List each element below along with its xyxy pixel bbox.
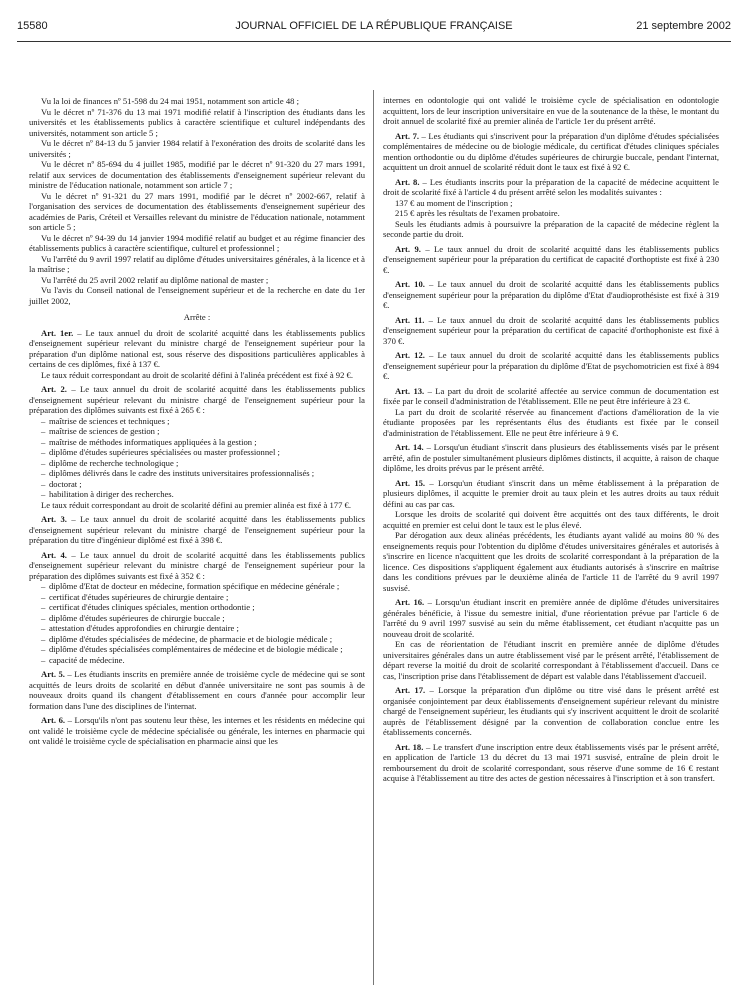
article-label: Art. 2. [41, 384, 67, 394]
article-text: – Lorsqu'un étudiant s'inscrit dans plusieurs des établissements visés par le présent arrêté, afin de postuler simultanément plusieurs diplômes distincts, il acquitte, à raison de chaque diplôme, les droits prévus par le présent arrêté. [383, 442, 719, 473]
article-label: Art. 7. [395, 130, 420, 141]
list-item: – diplômes délivrés dans le cadre des instituts universitaires professionnalisés ; [41, 468, 365, 479]
article-1 [29, 328, 365, 370]
list-item: – diplôme de recherche technologique ; [41, 458, 365, 469]
list-item: – diplôme d'Etat de docteur en médecine, formation spécifique en médecine générale ; [41, 581, 365, 592]
article-6 [29, 715, 365, 747]
article-paragraph: La part du droit de scolarité réservée au financement d'actions d'amélioration de la vie étudiante proposées par les représentants élus des étudiants est fixée par le conseil d'administration de l'établissement. Elle ne peut être inférieure à 9 €. [383, 406, 719, 438]
article-11 [383, 315, 719, 347]
article-text: – La part du droit de scolarité affectée au service commun de documentation est fixée par le conseil d'administration de l'établissement. Elle ne peut être inférieure à 23 €. [383, 385, 719, 406]
list-item: – capacité de médecine. [41, 655, 365, 666]
article-13 [383, 386, 719, 407]
article-label: Art. 15. [395, 477, 426, 488]
article-text: – Le taux annuel du droit de scolarité acquitté dans les établissements publics d'enseignement supérieur relevant du ministre chargé de l'enseignement supérieur pour la préparation des diplômes suivants est fixé à 352 € : [29, 549, 365, 581]
article-text: – Lorsque la préparation d'un diplôme ou titre visé dans le présent arrêté est organisée conjointement par deux établissements d'enseignement supérieur relevant du ministre chargé de l'enseignement supérieur, les étudiants qui s'y inscrivent acquittent le droit de scolarité auprès de l'établissement désigné par la convention de collaboration conclue entre les établissements concernés. [383, 685, 719, 737]
article-5 [29, 669, 365, 711]
article-label: Art. 18. [395, 741, 424, 752]
article-label: Art. 13. [395, 385, 425, 396]
journal-title: JOURNAL OFFICIEL DE LA RÉPUBLIQUE FRANÇAISE [235, 20, 513, 32]
header-rule [17, 41, 731, 42]
article-text: – Les étudiants qui s'inscrivent pour la préparation d'un diplôme d'études spécialisées complémentaires de médecine ou de biologie médicale, du certificat d'études cliniques spéciales mention orthodontie ou du diplôme d'études supérieures de chirurgie buccale, pendant l'internat, acquittent un droit annuel de scolarité réduit dont le taux est fixé à 92 €. [383, 130, 720, 172]
list-item: – diplôme d'études spécialisées complémentaires de médecine et de biologie médicale ; [41, 644, 365, 655]
article-label: Art. 5. [41, 669, 65, 679]
article-paragraph: Lorsque les droits de scolarité qui doivent être acquittés ont des taux différents, le droit acquitté en premier est celui dont le taux est le plus élevé. [383, 509, 719, 530]
column-divider [373, 90, 374, 985]
arrete-heading: Arrête : [183, 312, 211, 322]
visa: Vu la loi de finances nº 51-598 du 24 mai 1951, notamment son article 48 ; [41, 96, 299, 106]
article-text: – Le taux annuel du droit de scolarité acquitté dans les établissements publics d'enseignement supérieur pour la préparation du certificat de capacité d'orthoptiste est fixé à 230 €. [383, 243, 719, 275]
article-text: – Les étudiants inscrits pour la préparation de la capacité de médecine acquittent le droit de scolarité fixé à l'article 4 du présent arrêté selon les modalités suivantes : [383, 176, 720, 197]
list-item: – doctorat ; [41, 479, 365, 490]
diploma-list [29, 416, 365, 500]
article-label: Art. 3. [41, 514, 67, 524]
article-text: – Le taux annuel du droit de scolarité acquitté dans les établissements publics d'enseignement supérieur pour la préparation du certificat de capacité d'orthophoniste est fixé à 370 €. [383, 314, 719, 346]
article-label: Art. 16. [395, 597, 425, 607]
article-text: – Le transfert d'une inscription entre deux établissements visés par le présent arrêté, en application de l'article 13 du décret du 13 mai 1971 susvisé, entraîne de plein droit le remboursement du droit de scolarité correspondant, sous réserve d'une somme de 16 € restant acquise à l'établissement au titre des actes de gestion nécessaires à l'inscription et à son transfert. [383, 741, 720, 783]
article-label: Art. 8. [395, 176, 420, 187]
article-label: Art. 14. [395, 442, 424, 452]
visa: Vu le décret nº 71-376 du 13 mai 1971 modifié relatif à l'inscription des étudiants dans les universités et les établissements publics à caractère scientifique et culturel indépendants des universités, notamment son article 5 ; [29, 106, 365, 138]
article-18 [383, 742, 719, 784]
article-2 [29, 384, 365, 416]
article-12 [383, 350, 719, 382]
article-text: – Lorsqu'un étudiant inscrit en première année de diplôme d'études universitaires générales bénéficie, à l'issue du semestre initial, d'une réorientation prévue par l'article 6 de l'arrêté du 9 avril 1997 susvisé au sein du même établissement, cet étudiant n'acquitte pas un nouveau droit de scolarité. [383, 597, 720, 639]
article-label: Art. 6. [41, 715, 66, 725]
list-item: – maîtrise de sciences de gestion ; [41, 426, 365, 437]
list-item: – maîtrise de méthodes informatiques appliquées à la gestion ; [41, 437, 365, 448]
visa: Vu le décret nº 84-13 du 5 janvier 1984 relatif à l'exonération des droits de scolarité dans les universités ; [29, 138, 365, 159]
visa: Vu l'arrêté du 25 avril 2002 relatif au diplôme national de master ; [41, 274, 269, 285]
payment-line: 137 € au moment de l'inscription ; [395, 197, 513, 208]
list-item: – diplôme d'études spécialisées de médecine, de pharmacie et de biologie médicale ; [41, 634, 365, 645]
list-item: – certificat d'études cliniques spéciales, mention orthodontie ; [41, 602, 365, 613]
article-paragraph: En cas de réorientation de l'étudiant inscrit en première année de diplôme d'études universitaires générales dans un autre établissement visé par le présent arrêté, l'établissement de départ reverse la moitié du droit de scolarité correspondant à l'établissement d'accueil. Dans ce cas, l'inscription prise dans l'établissement de départ est valable dans l'établissement d'accueil. [383, 639, 719, 681]
article-text: – Le taux annuel du droit de scolarité acquitté dans les établissements publics d'enseignement supérieur relevant du ministre chargé de l'enseignement supérieur pour la préparation du titre d'ingénieur diplômé est fixé à 398 €. [29, 514, 365, 545]
article-3 [29, 514, 365, 546]
article-4 [29, 550, 365, 582]
page-header [17, 20, 731, 38]
payment-line: 215 € après les résultats de l'examen probatoire. [395, 208, 560, 218]
issue-date: 21 septembre 2002 [636, 20, 731, 32]
article-10 [383, 279, 719, 311]
list-item: – diplôme d'études supérieures de chirurgie buccale ; [41, 613, 365, 624]
article-label: Art. 9. [395, 243, 421, 254]
list-item: – certificat d'études supérieures de chirurgie dentaire ; [41, 592, 365, 603]
visa: Vu le décret nº 85-694 du 4 juillet 1985, modifié par le décret nº 91-320 du 27 mars 1991, relatif aux services de documentation des établissements d'enseignement supérieur relevant du ministre de l'éducation nationale, notamment son article 7 ; [29, 159, 365, 190]
article-paragraph: Par dérogation aux deux alinéas précédents, les étudiants ayant validé au moins 80 % des enseignements requis pour l'obtention du diplôme d'études universitaires générales et autorisés à s'inscrire en licence n'acquittent que les droits de scolarité correspondant à la préparation de la licence. Ces dispositions s'appliquent également aux étudiants autorisés à s'inscrire en maîtrise dans les conditions prévues par le deuxième alinéa de l'article 11 de l'arrêté du 9 avril 1997 susvisé. [383, 530, 719, 593]
article-9 [383, 244, 719, 276]
article-text: – Lorsqu'ils n'ont pas soutenu leur thèse, les internes et les résidents en médecine qui ont validé le troisième cycle de médecine spécialisée ou générale, les internes en pharmacie qui ont validé le troisième cycle de spécialisation en pharmacie ainsi que les [29, 715, 365, 746]
visa: Vu le décret nº 91-321 du 27 mars 1991, modifié par le décret nº 2002-667, relatif à l'organisation des services de documentation des établissements d'enseignement supérieur des académies de Paris, Créteil et Versailles relevant du ministre de l'éducation nationale, notamment son article 5 ; [29, 190, 365, 232]
article-label: Art. 11. [395, 314, 425, 325]
article-paragraph: Le taux réduit correspondant au droit de scolarité défini au premier alinéa est fixé à 177 €. [41, 499, 351, 510]
article-paragraph: Seuls les étudiants admis à poursuivre la préparation de la capacité de médecine règlent la seconde partie du droit. [383, 218, 719, 239]
article-label: Art. 4. [41, 549, 67, 560]
visa: Vu le décret nº 94-39 du 14 janvier 1994 modifié relatif au budget et au régime financier des établissements publics à caractère scientifique, culturel et professionnel ; [29, 232, 365, 253]
right-column [383, 95, 719, 784]
article-label: Art. 12. [395, 350, 425, 360]
article-text: – Le taux annuel du droit de scolarité acquitté dans les établissements publics d'enseignement supérieur relevant du ministre chargé de l'enseignement supérieur pour la préparation des diplômes suivants est fixé à 265 € : [29, 384, 365, 415]
article-paragraph: Le taux réduit correspondant au droit de scolarité défini à l'alinéa précédent est fixé à 92 €. [41, 369, 353, 380]
article-text: – Lorsqu'un étudiant s'inscrit dans un même établissement à la préparation de plusieurs diplômes, il acquitte le premier droit au taux plein et les autres droits au taux réduit défini au cas par cas. [383, 477, 720, 509]
list-item: – habilitation à diriger des recherches. [41, 489, 365, 500]
article-7 [383, 131, 719, 173]
visa: Vu l'avis du Conseil national de l'enseignement supérieur et de la recherche en date du 1er juillet 2002, [29, 285, 365, 306]
article-text: – Le taux annuel du droit de scolarité acquitté dans les établissements publics d'enseignement supérieur pour la préparation du diplôme d'Etat d'audioprothésiste est fixé à 319 €. [383, 279, 720, 310]
article-text: – Le taux annuel du droit de scolarité acquitté dans les établissements publics d'enseignement supérieur relevant du ministre chargé de l'enseignement supérieur pour la préparation d'un diplôme national est, sous réserve des dispositions particulières applicables à certains de ces diplômes, fixé à 137 €. [29, 327, 366, 369]
article-label: Art. 1er. [41, 327, 74, 338]
article-text: – Le taux annuel du droit de scolarité acquitté dans les établissements publics d'enseignement supérieur pour la préparation du diplôme d'Etat de psychomotricien est fixé à 894 €. [383, 350, 720, 381]
article-label: Art. 17. [395, 685, 426, 695]
article-label: Art. 10. [395, 279, 425, 289]
diploma-list [29, 581, 365, 665]
article-text: – Les étudiants inscrits en première année de troisième cycle de médecine qui se sont acquittés de leurs droits de scolarité en début d'année universitaire ne sont pas soumis à de nouveaux droits quand ils changent d'établissement en cours d'année pour accomplir leur formation dans l'une des disciplines de l'internat. [29, 669, 365, 711]
list-item: – attestation d'études approfondies en chirurgie dentaire ; [41, 623, 365, 634]
visa: Vu l'arrêté du 9 avril 1997 relatif au diplôme d'études universitaires générales, à la licence et à la maîtrise ; [29, 253, 365, 274]
article-14 [383, 442, 719, 474]
left-column [29, 96, 365, 747]
page-number: 15580 [17, 20, 48, 32]
list-item: – diplôme d'études supérieures spécialisées ou master professionnel ; [41, 447, 365, 458]
list-item: – maîtrise de sciences et techniques ; [41, 416, 365, 427]
article-16 [383, 597, 719, 639]
article-15 [383, 478, 719, 510]
article-6-continued: internes en odontologie qui ont validé le troisième cycle de spécialisation en odontologie acquittent, lors de leur inscription universitaire en vue de la soutenance de la thèse, le montant du droit annuel de scolarité fixé au premier alinéa de l'article 1er du présent arrêté. [383, 95, 719, 126]
article-8 [383, 177, 719, 198]
article-17 [383, 685, 719, 738]
